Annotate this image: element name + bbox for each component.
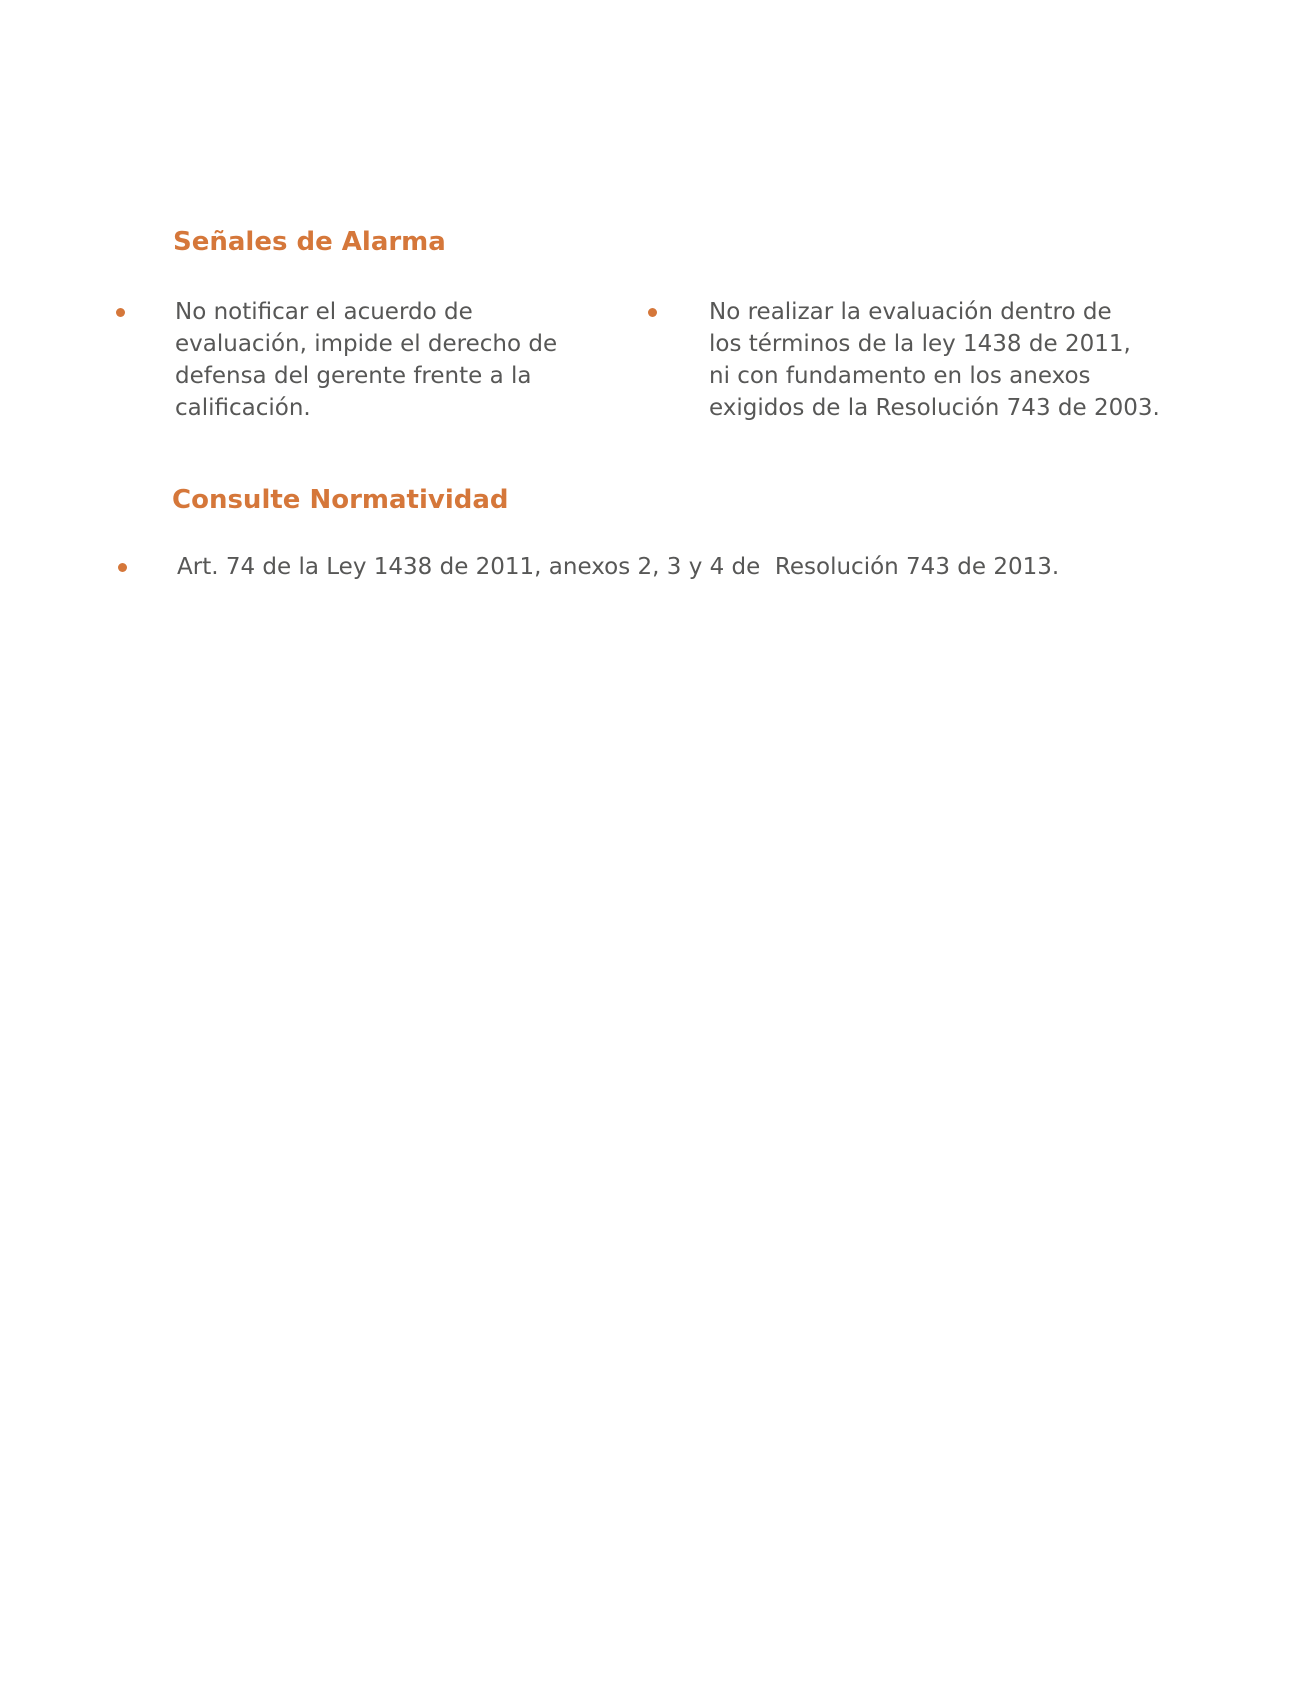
normativity-item-text: Art. 74 de la Ley 1438 de 2011, anexos 2, 3 y 4 de Resolución 743 de 2013.	[177, 554, 1060, 580]
bullet-icon	[648, 308, 657, 317]
alarm-item-text: No realizar la evaluación dentro de los términos de la ley 1438 de 2011, ni con fundamento en los anexos exigidos de la Resolución 743 de 2003.	[709, 299, 1160, 421]
alarm-signals-heading: Señales de Alarma	[173, 227, 446, 257]
normativity-heading: Consulte Normatividad	[172, 485, 509, 515]
alarm-item-text: No notificar el acuerdo de evaluación, impide el derecho de defensa del gerente frente a la calificación.	[175, 299, 558, 421]
bullet-icon	[118, 563, 127, 572]
bullet-icon	[116, 308, 125, 317]
